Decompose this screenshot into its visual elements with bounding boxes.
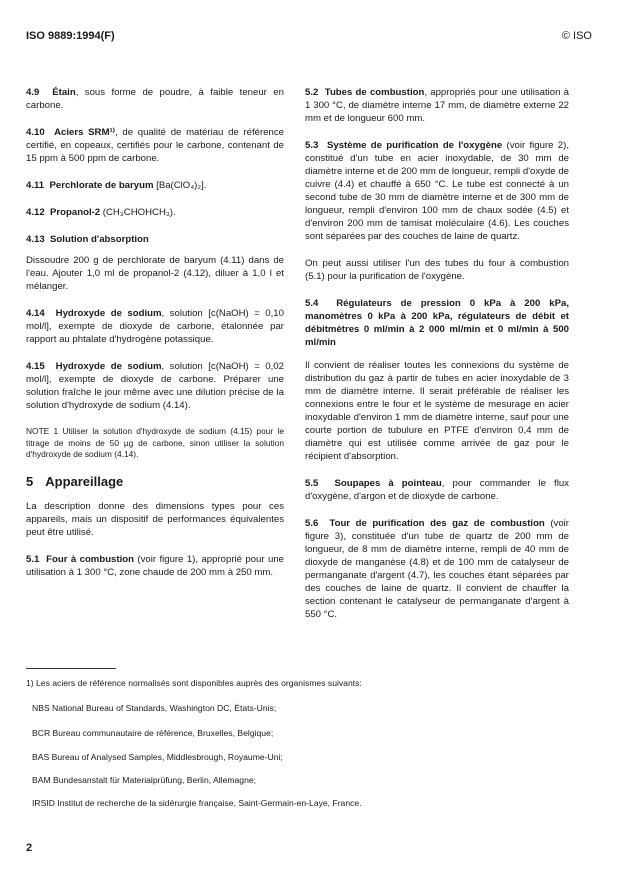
- section-5-body: La description donne des dimensions types pour ces appareils, mais un dispositif de performances équivalentes peut être utilisé.: [26, 500, 284, 538]
- clause-5-3-body: On peut aussi utiliser l'un des tubes du four à combustion (5.1) pour la purification de l'oxygène.: [305, 258, 569, 282]
- page-number: 2: [26, 842, 33, 854]
- clause-4-15: 4.15 Hydroxyde de sodium, solution [c(NaOH) = 0,02 mol/l], exempte de dioxyde de carbone. Préparer une solution fraîche le jour même avec une dilution précise de la solution d'hydroxyde de sodium (4.14).: [26, 361, 284, 411]
- copyright-mark: © ISO: [561, 30, 592, 42]
- right-column: [305, 86, 569, 635]
- clause-5-1: 5.1 Four à combustion (voir figure 1), approprié pour une utilisation à 1 300 °C, zone chaude de 200 mm à 250 mm.: [26, 553, 284, 578]
- clause-5-4-body: Il convient de réaliser toutes les connexions du système de distribution du gaz à partir de tubes en acier inoxydable de 3 mm de diamètre interne. Il serait préférable de réaliser les connexions entre le four et le système de mesurage en acier inoxydable d'environ 1 mm de diamètre interne, sauf pour une courte portion de tubulure en PTFE d'environ 0,4 mm de diamètre qui est utilisée comme arrivée de gaz pour le récipient d'absorption.: [305, 360, 569, 462]
- note-1: NOTE 1 Utiliser la solution d'hydroxyde de sodium (4.15) pour le titrage de moins de 50 µg de carbone, sinon utiliser la solution d'hydroxyde de sodium (4.14).: [26, 426, 284, 459]
- footnote-separator: [26, 668, 116, 669]
- clause-5-3: 5.3 Système de purification de l'oxygène (voir figure 2), constitué d'un tube en acier inoxydable, de 30 mm de diamètre interne et de 200 mm de longueur, rempli d'oxyde de cuivre (4.4) et chauffé à 650 °C. Le tube est connecté à un second tube de 30 mm de diamètre interne et de 300 mm de longueur, rempli d'environ 100 mm de chaux sodée (4.5) et d'environ 200 mm de tamisat moléculaire (4.6). Les couches sont séparées par des couches de laine de quartz.: [305, 140, 569, 242]
- footnote-item: IRSID Institut de recherche de la sidérurgie française, Saint-Germain-en-Laye, France.: [32, 798, 362, 808]
- section-5-heading: 5 Appareillage: [26, 473, 124, 489]
- clause-5-2: 5.2 Tubes de combustion, appropriés pour une utilisation à 1 300 °C, de diamètre interne 17 mm, de diamètre externe 22 mm et de longueur 600 mm.: [305, 87, 569, 124]
- clause-4-10: 4.10 Aciers SRM¹⁾, de qualité de matériau de référence certifié, en copeaux, certifiés pour le carbone, contenant de 15 ppm à 500 ppm de carbone.: [26, 127, 284, 164]
- clause-4-14: 4.14 Hydroxyde de sodium, solution [c(NaOH) = 0,10 mol/l], exempte de dioxyde de carbone, étalonnée par rapport au phtalate d'hydrogène potassique.: [26, 308, 284, 345]
- footnote-item: NBS National Bureau of Standards, Washington DC, États-Unis;: [32, 703, 277, 713]
- footnote-item: BAM Bundesanstalt für Materialprüfung, Berlin, Allemagne;: [32, 775, 257, 785]
- left-column: [26, 86, 284, 593]
- footnote-item: BAS Bureau of Analysed Samples, Middlesbrough, Royaume-Uni;: [32, 752, 283, 762]
- clause-4-9: 4.9 Étain, sous forme de poudre, à faible teneur en carbone.: [26, 87, 284, 111]
- footnote-intro: 1) Les aciers de référence normalisés sont disponibles auprès des organismes suivants:: [26, 678, 362, 688]
- footnote-item: BCR Bureau communautaire de référence, Bruxelles, Belgique;: [32, 728, 274, 738]
- clause-4-12: 4.12 Propanol-2 (CH₃CHOHCH₃).: [26, 207, 176, 218]
- document-code: ISO 9889:1994(F): [26, 30, 115, 42]
- clause-5-5: 5.5 Soupapes à pointeau, pour commander le flux d'oxygène, d'argon et de dioxyde de carbone.: [305, 478, 569, 502]
- clause-4-13-body: Dissoudre 200 g de perchlorate de baryum (4.11) dans de l'eau. Ajouter 1,0 ml de propanol-2 (4.12), diluer à 1,0 l et mélanger.: [26, 255, 284, 292]
- clause-4-13-heading: 4.13 Solution d'absorption: [26, 234, 149, 245]
- clause-5-4-heading: 5.4 Régulateurs de pression 0 kPa à 200 kPa, manomètres 0 kPa à 200 kPa, régulateurs de débit et débitmètres 0 ml/min à 2 000 ml/min et 0 ml/min à 500 ml/min: [305, 298, 569, 348]
- clause-4-11: 4.11 Perchlorate de baryum [Ba(ClO₄)₂].: [26, 180, 207, 191]
- clause-5-6: 5.6 Tour de purification des gaz de combustion (voir figure 3), constituée d'un tube de quartz de 200 mm de longueur, de 8 mm de diamètre interne, rempli de 40 mm de dioxyde de manganèse (4.8) et de 100 mm de catalyseur de permanganate d'argent (4.7), les couches étant séparées par des couches de laine de quartz. Il convient de chauffer la section contenant le catalyseur de permanganate d'argent à 550 °C.: [305, 518, 569, 620]
